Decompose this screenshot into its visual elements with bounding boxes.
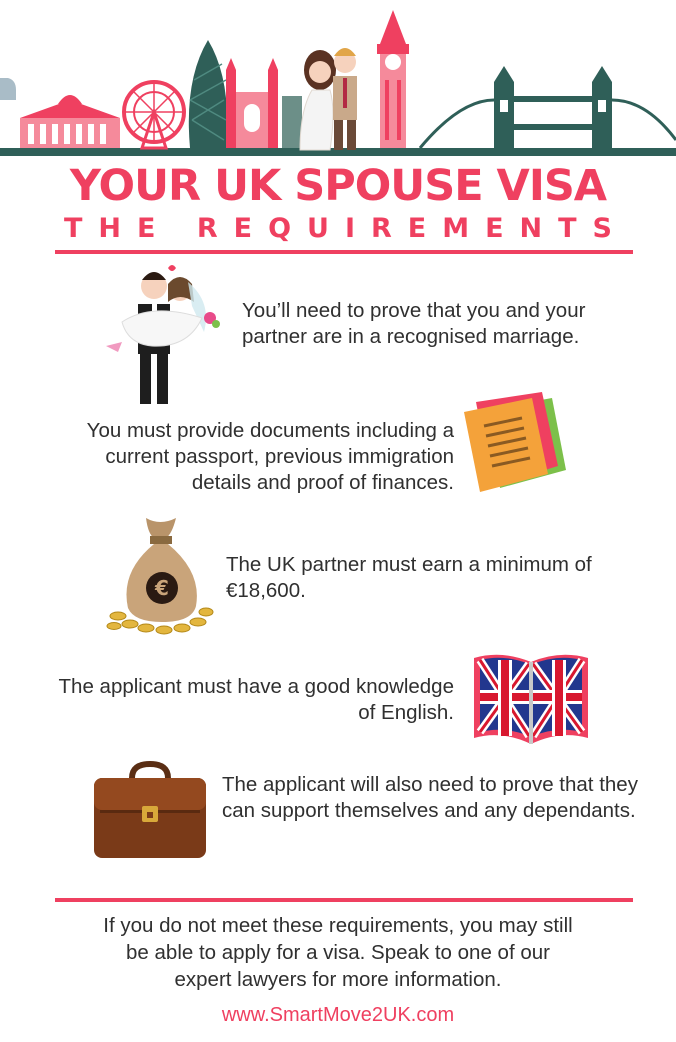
couple-illustration xyxy=(300,48,357,150)
requirement-support-text: The applicant will also need to prove that they can support themselves and any dependants. xyxy=(222,773,638,822)
page-title: YOUR UK SPOUSE VISA xyxy=(69,161,607,211)
requirement-documents-text: You must provide documents including a current passport, previous immigration details and proof of finances. xyxy=(86,419,454,494)
wedding-couple-icon xyxy=(92,262,232,412)
top-divider xyxy=(55,250,633,254)
requirement-marriage-text: You’ll need to prove that you and your partner are in a recognised marriage. xyxy=(242,299,586,348)
bottom-divider xyxy=(55,898,633,902)
union-jack-book-icon xyxy=(472,650,590,750)
page-subtitle: THE REQUIREMENTS xyxy=(63,213,629,244)
requirement-income-text: The UK partner must earn a minimum of €18,600. xyxy=(226,553,592,602)
requirement-english-text: The applicant must have a good knowledge of English. xyxy=(58,675,454,724)
london-skyline-illustration xyxy=(0,0,676,160)
money-bag-icon xyxy=(106,512,216,636)
svg-text:€: € xyxy=(155,576,169,600)
briefcase-icon xyxy=(92,760,208,860)
footer-note: If you do not meet these requirements, you may still be able to apply for a visa. Speak to one of our expert lawyers for more information. xyxy=(103,914,573,991)
documents-icon xyxy=(456,392,570,500)
website-link[interactable]: www.SmartMove2UK.com xyxy=(221,1004,455,1026)
